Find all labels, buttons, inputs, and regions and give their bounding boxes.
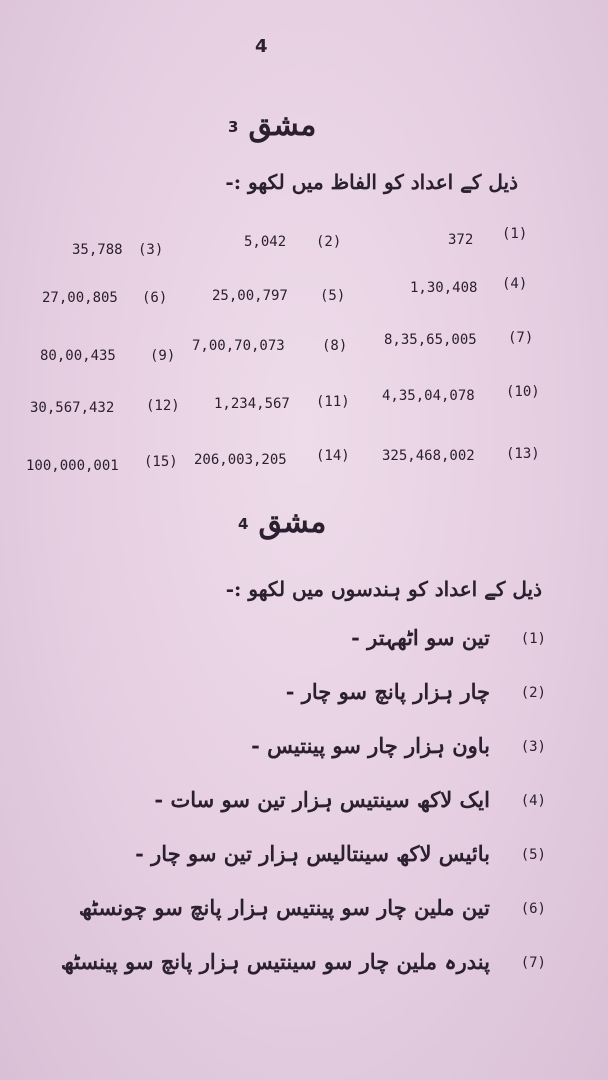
item-value: 4,35,04,078 <box>382 388 475 404</box>
item-index: (10) <box>506 384 540 400</box>
list-item <box>100 733 550 787</box>
exercise-3-instruction: ذیل کے اعداد کو الفاظ میں لکھو :- <box>225 170 518 194</box>
list-item <box>100 787 550 841</box>
grid-row <box>30 268 550 316</box>
item-index: (4) <box>502 276 528 292</box>
item-index: (4) <box>520 793 546 809</box>
item-text: چار ہزار پانچ سو چار - <box>285 679 490 704</box>
item-value: 8,35,65,005 <box>384 332 477 348</box>
item-value: 25,00,797 <box>212 288 288 304</box>
item-value: 100,000,001 <box>26 458 119 474</box>
exercise-4-instruction: ذیل کے اعداد کو ہندسوں میں لکھو :- <box>225 577 542 601</box>
item-text: پندرہ ملین چار سو سینتیس ہزار پانچ سو پینسٹھ <box>60 949 490 974</box>
item-index: (8) <box>322 338 348 354</box>
item-index: (12) <box>146 398 180 414</box>
exercise-3-heading <box>228 108 316 143</box>
item-value: 1,234,567 <box>214 396 290 412</box>
item-value: 80,00,435 <box>40 348 116 364</box>
item-index: (2) <box>316 234 342 250</box>
item-index: (14) <box>316 448 350 464</box>
item-value: 27,00,805 <box>42 290 118 306</box>
list-item <box>100 679 550 733</box>
item-index: (5) <box>520 847 546 863</box>
list-item <box>78 895 550 949</box>
item-value: 7,00,70,073 <box>192 338 285 354</box>
exercise-4-number: 4 <box>238 515 249 533</box>
item-text: تین ملین چار سو پینتیس ہزار پانچ سو چونسٹھ <box>78 895 490 920</box>
exercise-3-title: مشق <box>248 108 317 143</box>
grid-row <box>30 364 550 416</box>
item-index: (15) <box>144 454 178 470</box>
item-value: 35,788 <box>72 242 123 258</box>
grid-row <box>30 316 550 364</box>
item-value: 206,003,205 <box>194 452 287 468</box>
item-index: (5) <box>320 288 346 304</box>
item-text: تین سو اٹھہتر - <box>351 625 490 650</box>
list-item <box>100 625 550 679</box>
grid-row <box>30 220 550 268</box>
item-text: باون ہزار چار سو پینتیس - <box>251 733 490 758</box>
exercise-3-grid <box>26 220 550 474</box>
item-text: بائیس لاکھ سینتالیس ہزار تین سو چار - <box>135 841 490 866</box>
item-value: 30,567,432 <box>30 400 115 416</box>
exercise-4-heading <box>238 505 326 540</box>
item-value: 5,042 <box>244 234 287 250</box>
item-value: 325,468,002 <box>382 448 475 464</box>
item-index: (6) <box>142 290 168 306</box>
list-item <box>100 841 550 895</box>
item-text: ایک لاکھ سینتیس ہزار تین سو سات - <box>154 787 490 812</box>
item-index: (1) <box>502 226 528 242</box>
item-index: (3) <box>520 739 546 755</box>
grid-row <box>26 412 550 474</box>
exercise-4-list <box>60 625 550 1003</box>
list-item <box>60 949 550 1003</box>
item-value: 372 <box>448 232 474 248</box>
item-index: (9) <box>150 348 176 364</box>
item-index: (7) <box>508 330 534 346</box>
item-index: (3) <box>138 242 164 258</box>
exercise-3-number: 3 <box>228 118 239 136</box>
item-index: (13) <box>506 446 540 462</box>
item-index: (6) <box>520 901 546 917</box>
item-index: (11) <box>316 394 350 410</box>
page-number: 4 <box>255 36 268 57</box>
item-index: (1) <box>520 631 546 647</box>
item-index: (2) <box>520 685 546 701</box>
item-index: (7) <box>520 955 546 971</box>
item-value: 1,30,408 <box>410 280 478 296</box>
exercise-4-title: مشق <box>258 505 327 540</box>
